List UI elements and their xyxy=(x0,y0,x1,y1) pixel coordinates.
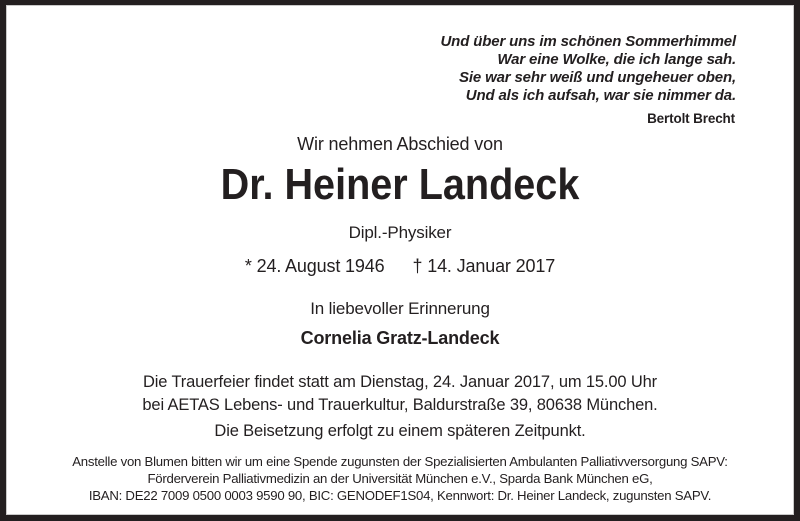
poem-quote xyxy=(7,33,793,105)
burial-line: Die Beisetzung erfolgt zu einem späteren Zeitpunkt. xyxy=(214,422,586,440)
deceased-name: Dr. Heiner Landeck xyxy=(220,160,580,209)
birth-date: * 24. August 1946 xyxy=(244,256,385,276)
notice-inner-border xyxy=(6,5,794,515)
poem-line: Sie war sehr weiß und ungeheuer oben, xyxy=(458,69,736,86)
donation-info xyxy=(7,453,793,504)
service-line-1: Die Trauerfeier findet statt am Dienstag, 24. Januar 2017, um 15.00 Uhr xyxy=(143,373,657,391)
poem-author: Bertolt Brecht xyxy=(647,111,735,126)
farewell-line: Wir nehmen Abschied von xyxy=(297,134,503,154)
mourner-name: Cornelia Gratz-Landeck xyxy=(300,328,500,348)
donation-line-2: Förderverein Palliativmedizin an der Universität München e.V., Sparda Bank München eG, xyxy=(147,471,653,486)
donation-line-1: Anstelle von Blumen bitten wir um eine Spende zugunsten der Spezialisierten Ambulanten Palliativversorgung SAPV: xyxy=(72,454,728,469)
funeral-service-info xyxy=(7,371,793,417)
memory-line: In liebevoller Erinnerung xyxy=(310,299,490,318)
death-date: † 14. Januar 2017 xyxy=(412,256,556,276)
deceased-title: Dipl.-Physiker xyxy=(348,223,452,242)
poem-line: Und über uns im schönen Sommerhimmel xyxy=(440,33,736,50)
poem-line: War eine Wolke, die ich lange sah. xyxy=(497,51,736,68)
service-line-2: bei AETAS Lebens- und Trauerkultur, Baldurstraße 39, 80638 München. xyxy=(142,396,658,414)
life-dates xyxy=(7,256,793,277)
donation-line-3: IBAN: DE22 7009 0500 0003 9590 90, BIC: GENODEF1S04, Kennwort: Dr. Heiner Landeck, zugunsten SAPV. xyxy=(88,488,712,503)
poem-line: Und als ich aufsah, war sie nimmer da. xyxy=(465,87,736,104)
